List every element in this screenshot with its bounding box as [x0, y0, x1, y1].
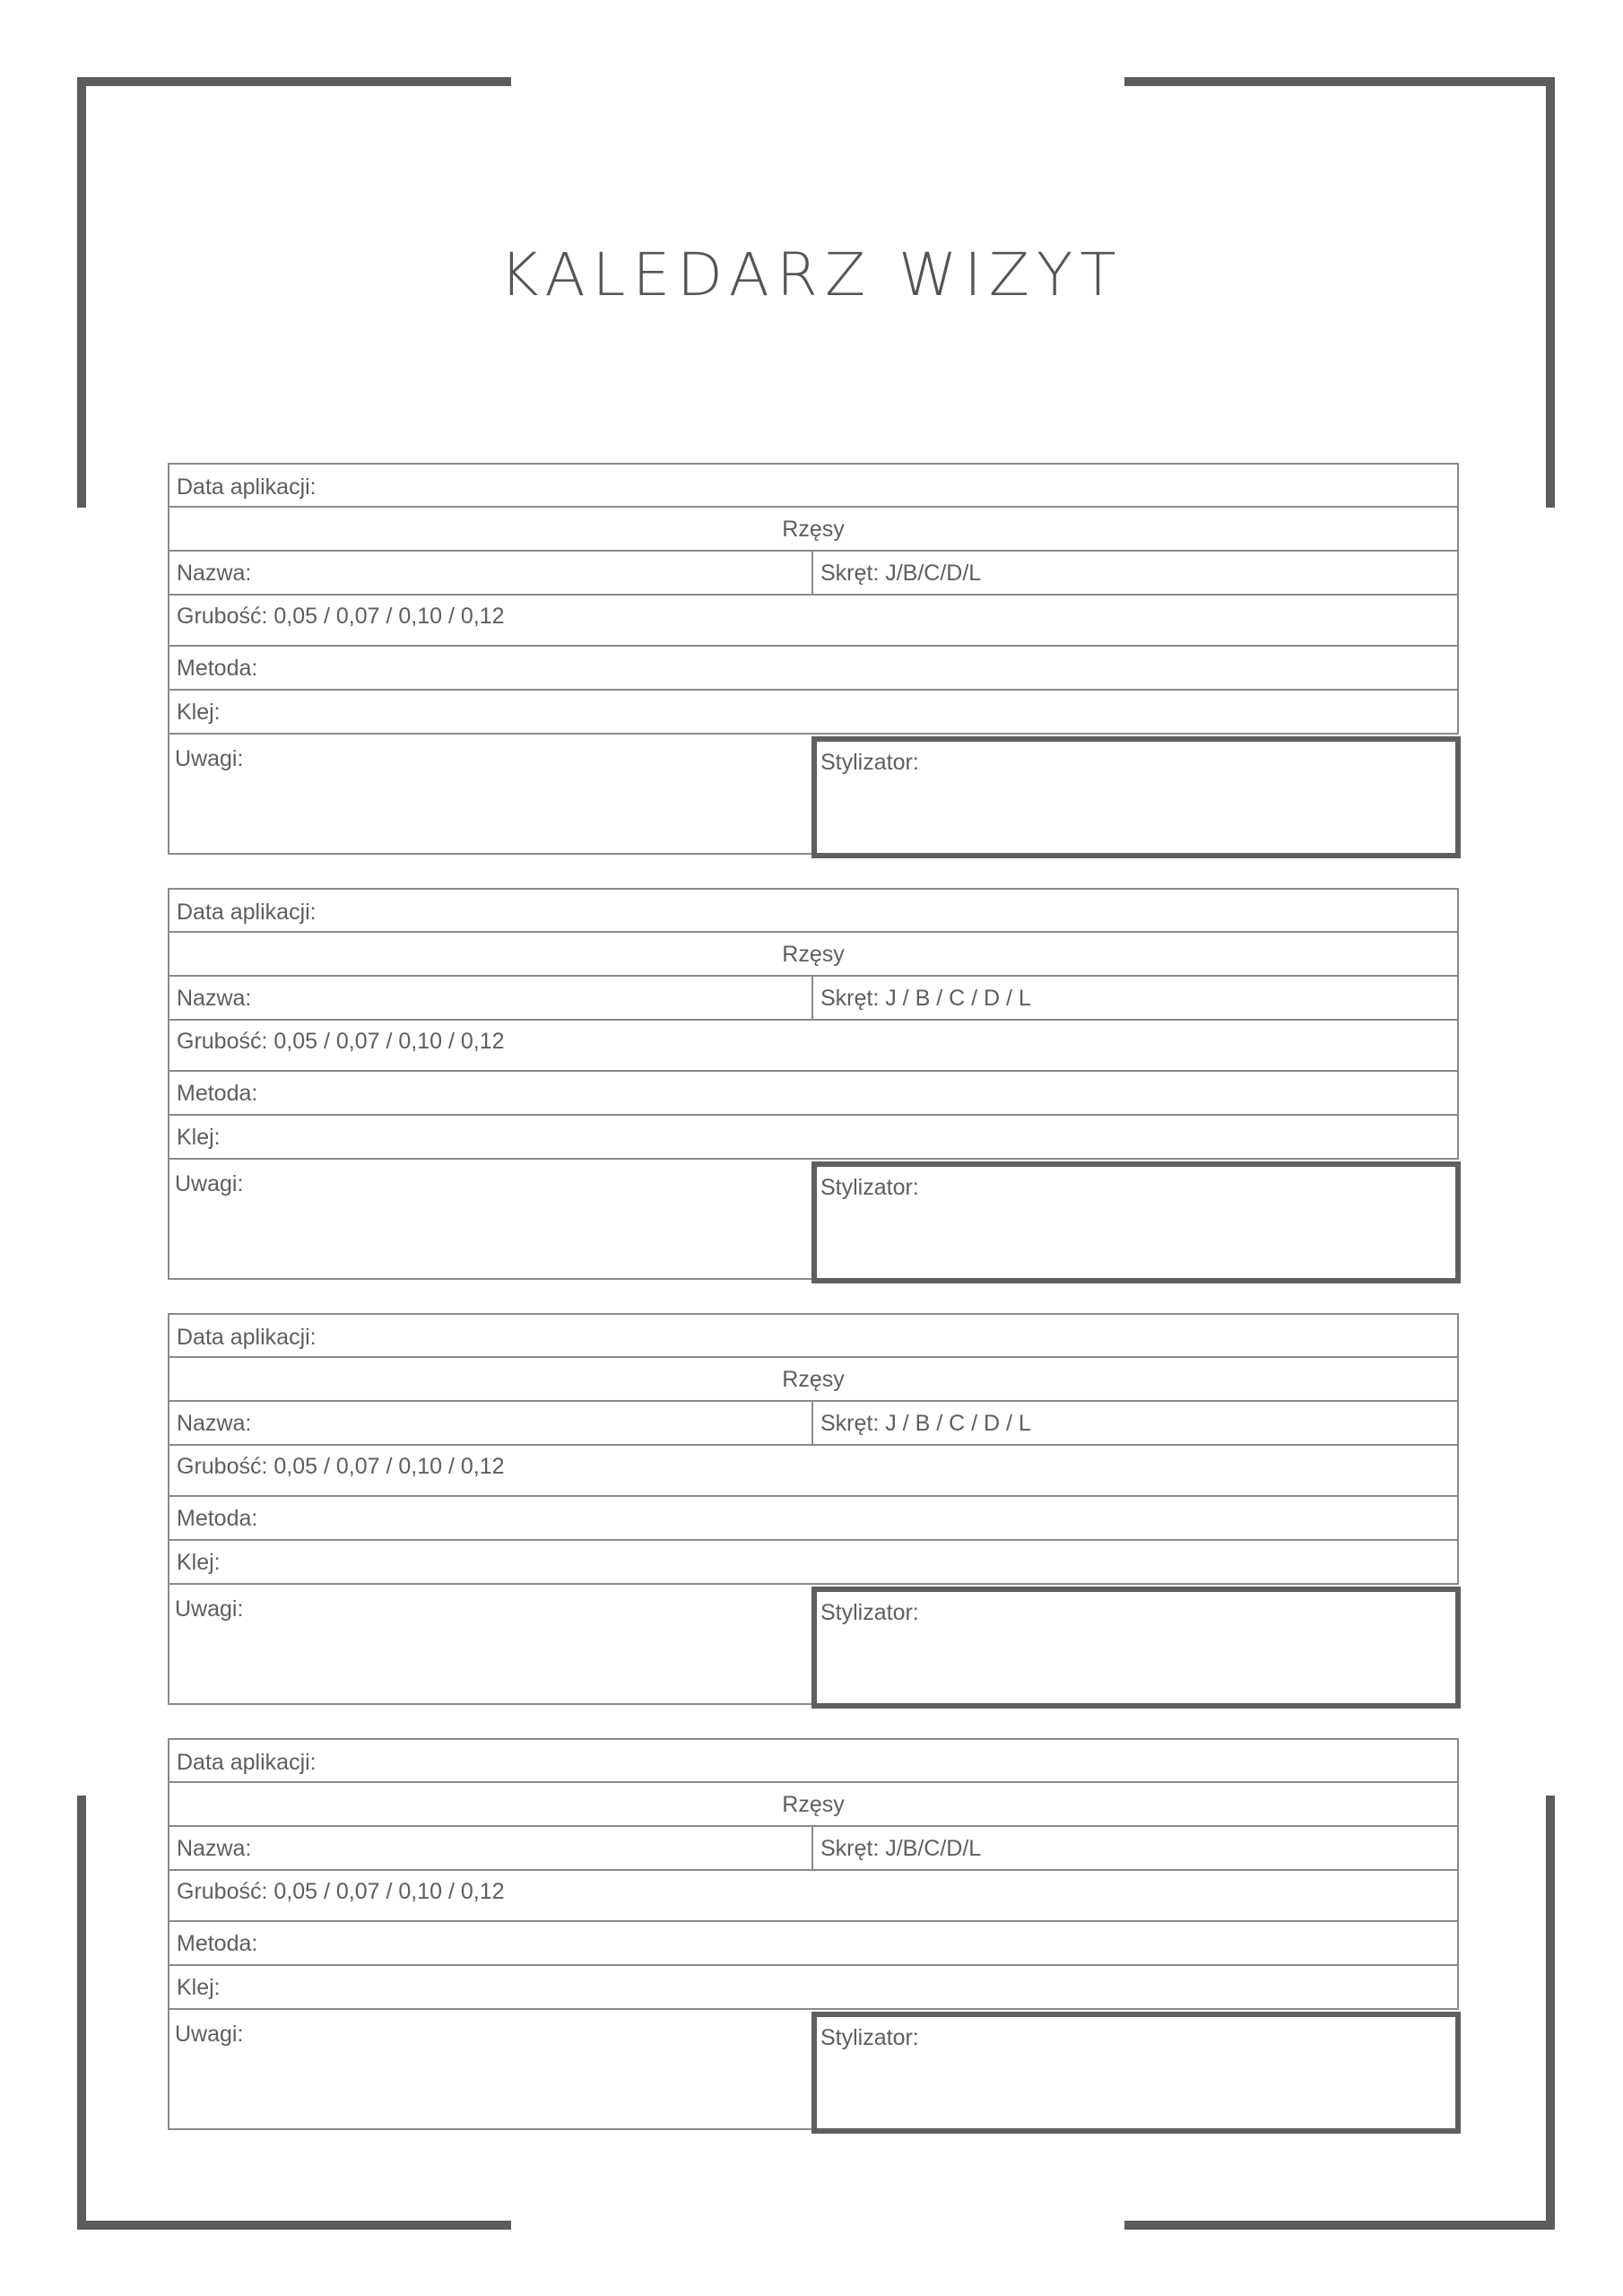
- appointment-card: [168, 1313, 1459, 1705]
- date-row[interactable]: [168, 888, 1459, 933]
- method-row[interactable]: [168, 647, 1459, 691]
- notes-field[interactable]: [168, 1585, 815, 1705]
- method-row[interactable]: [168, 1922, 1459, 1966]
- section-label: Rzęsy: [782, 1792, 845, 1817]
- glue-label: Klej:: [177, 1125, 221, 1150]
- glue-row[interactable]: [168, 1966, 1459, 2010]
- glue-label: Klej:: [177, 1550, 221, 1575]
- appointment-card: [168, 1738, 1459, 2130]
- stylist-field[interactable]: [812, 2012, 1461, 2134]
- glue-row[interactable]: [168, 691, 1459, 735]
- appointment-card: [168, 888, 1459, 1280]
- stylist-label: Stylizator:: [820, 1600, 919, 1625]
- thickness-label: Grubość: 0,05 / 0,07 / 0,10 / 0,12: [177, 1879, 505, 1904]
- section-header-row: [168, 933, 1459, 977]
- name-label[interactable]: Nazwa:: [177, 561, 252, 586]
- date-row[interactable]: [168, 1313, 1459, 1358]
- method-label: Metoda:: [177, 1506, 258, 1531]
- curl-label[interactable]: Skręt: J / B / C / D / L: [820, 986, 1031, 1011]
- notes-field[interactable]: [168, 2010, 815, 2130]
- column-divider: [812, 552, 813, 594]
- method-row[interactable]: [168, 1072, 1459, 1116]
- method-label: Metoda:: [177, 1931, 258, 1956]
- notes-field[interactable]: [168, 1160, 815, 1280]
- glue-row[interactable]: [168, 1116, 1459, 1160]
- thickness-label: Grubość: 0,05 / 0,07 / 0,10 / 0,12: [177, 1454, 505, 1479]
- thickness-row[interactable]: [168, 1021, 1459, 1072]
- stylist-label: Stylizator:: [820, 1175, 919, 1200]
- thickness-label: Grubość: 0,05 / 0,07 / 0,10 / 0,12: [177, 1029, 505, 1054]
- glue-label: Klej:: [177, 700, 221, 725]
- stylist-field[interactable]: [812, 1161, 1461, 1283]
- curl-label[interactable]: Skręt: J / B / C / D / L: [820, 1411, 1031, 1436]
- date-row[interactable]: [168, 463, 1459, 508]
- stylist-field[interactable]: [812, 1587, 1461, 1709]
- name-label[interactable]: Nazwa:: [177, 986, 252, 1011]
- notes-label: Uwagi:: [175, 1171, 244, 1196]
- name-curl-row: [168, 1402, 1459, 1446]
- date-label: Data aplikacji:: [177, 1325, 317, 1350]
- stylist-field[interactable]: [812, 736, 1461, 858]
- notes-field[interactable]: [168, 735, 815, 855]
- date-label: Data aplikacji:: [177, 900, 317, 925]
- section-header-row: [168, 1783, 1459, 1827]
- name-label[interactable]: Nazwa:: [177, 1411, 252, 1436]
- method-row[interactable]: [168, 1497, 1459, 1541]
- section-label: Rzęsy: [782, 1367, 845, 1392]
- notes-label: Uwagi:: [175, 746, 244, 771]
- thickness-row[interactable]: [168, 1871, 1459, 1922]
- appointment-card: [168, 463, 1459, 855]
- method-label: Metoda:: [177, 656, 258, 681]
- name-label[interactable]: Nazwa:: [177, 1836, 252, 1861]
- method-label: Metoda:: [177, 1081, 258, 1106]
- date-label: Data aplikacji:: [177, 1750, 317, 1775]
- column-divider: [812, 1827, 813, 1869]
- section-label: Rzęsy: [782, 517, 845, 542]
- glue-row[interactable]: [168, 1541, 1459, 1585]
- section-header-row: [168, 1358, 1459, 1402]
- date-label: Data aplikacji:: [177, 474, 317, 500]
- stylist-label: Stylizator:: [820, 750, 919, 775]
- stylist-label: Stylizator:: [820, 2025, 919, 2050]
- thickness-label: Grubość: 0,05 / 0,07 / 0,10 / 0,12: [177, 604, 505, 629]
- glue-label: Klej:: [177, 1975, 221, 2000]
- notes-label: Uwagi:: [175, 2022, 244, 2047]
- column-divider: [812, 1402, 813, 1444]
- thickness-row[interactable]: [168, 1446, 1459, 1497]
- section-label: Rzęsy: [782, 942, 845, 967]
- thickness-row[interactable]: [168, 596, 1459, 647]
- name-curl-row: [168, 977, 1459, 1021]
- date-row[interactable]: [168, 1738, 1459, 1783]
- notes-label: Uwagi:: [175, 1596, 244, 1622]
- name-curl-row: [168, 552, 1459, 596]
- curl-label[interactable]: Skręt: J/B/C/D/L: [820, 561, 982, 586]
- column-divider: [812, 977, 813, 1019]
- section-header-row: [168, 508, 1459, 552]
- name-curl-row: [168, 1827, 1459, 1871]
- page-title: KALEDARZ WIZYT: [499, 240, 1124, 309]
- curl-label[interactable]: Skręt: J/B/C/D/L: [820, 1836, 982, 1861]
